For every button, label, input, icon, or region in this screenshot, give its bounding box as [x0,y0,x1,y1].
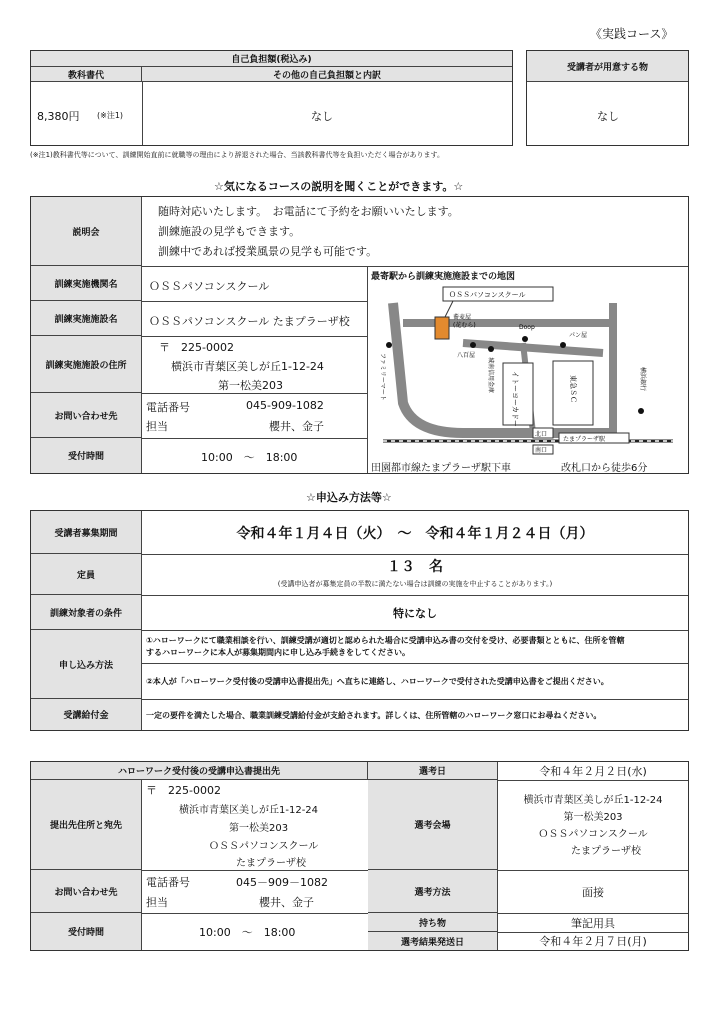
map-label-family: ファミリーマート [379,353,386,401]
period-label: 受講者募集期間 [31,511,142,554]
items-value: 筆記用具 [571,916,615,930]
application-table [30,510,689,731]
method-1b: するハローワークに本人が募集期間内に申し込み手続きをしてください。 [146,648,410,657]
venue-1: 横浜市青葉区美しが丘1-12-24 [523,794,663,806]
submit-addr-1: 横浜市青葉区美しが丘1-12-24 [179,805,319,816]
phone-label-2: 電話番号 [146,876,190,889]
period-value: 令和４年１月４日（火） ～ 令和４年１月２４日（月） [236,525,594,542]
phone-value-2: 045－909－1082 [236,876,328,889]
briefing-line-2: 訓練施設の見学もできます。 [158,225,301,238]
exam-date-value: 令和４年２月２日(水) [539,765,647,778]
venue-3: ＯＳＳパソコンスクール [538,828,648,840]
map-caption-right: 改札口から徒歩6分 [561,463,648,474]
prep-label: 受講者が用意する物 [527,51,688,82]
cost-table [30,50,513,146]
venue-label: 選考会場 [368,780,498,870]
map-label-doop: Doop [519,324,535,331]
briefing-label: 説明会 [31,197,142,266]
access-map [373,283,685,455]
map-label-soba: 蕎麦屋 [453,314,472,321]
items-label: 持ち物 [368,913,498,932]
cost-footnote: (※注1)教科書代等について、訓練開始直前に就職等の理由により辞退された場合、当該教科書代等を負担いただく場合があります。 [30,151,444,159]
section2-title: ☆申込み方法等☆ [306,491,392,504]
result-label: 選考結果発送日 [368,932,498,950]
method-2: ②本人が「ハローワーク受付後の受講申込書提出先」へ直ちに連絡し、ハローワークで受付された受講申込書をご提出ください。 [146,677,609,686]
hours-value-2: 10:00 ～ 18:00 [199,926,296,939]
facility-value: ＯＳＳパソコンスクール たまプラーザ校 [149,315,350,328]
map-title: 最寄駅から訓練実施施設までの地図 [371,272,516,282]
staff-value-2: 櫻井、金子 [259,896,314,909]
org-value: ＯＳＳパソコンスクール [149,280,270,293]
exam-method-value: 面接 [582,885,604,899]
hours-value: 10:00 ～ 18:00 [201,451,298,464]
staff-label: 担当 [146,420,168,433]
prep-table [526,50,689,146]
course-tag: 《実践コース》 [590,27,674,41]
hours-label: 受付時間 [31,438,142,473]
map-label-itoyokado: イトーヨーカドー [511,371,519,427]
eligibility-value: 特になし [393,606,437,620]
address-label: 訓練実施施設の住所 [31,336,142,393]
course-info-table [30,196,689,474]
textbook-value: 8,380円 [37,110,80,123]
textbook-note: (※注1) [97,111,124,120]
facility-label: 訓練実施施設名 [31,301,142,336]
contact-label-2: お問い合わせ先 [31,870,142,913]
map-label-tokyu: 東急ＳＣ [569,375,577,403]
map-label-yaoya: 八百屋 [457,352,476,359]
org-label: 訓練実施機関名 [31,266,142,301]
other-cost-value: なし [311,110,333,123]
method-label: 申し込み方法 [31,630,142,699]
map-caption-left: 田園都市線たまプラーザ駅下車 [371,463,511,474]
submit-addr-4: たまプラーザ校 [236,858,306,869]
capacity-label: 定員 [31,554,142,595]
briefing-line-3: 訓練中であれば授業風景の見学も可能です。 [158,245,378,258]
cost-header: 自己負担額(税込み) [31,51,512,67]
briefing-line-1: 随時対応いたします。 お電話にて予約をお願いいたします。 [158,205,459,218]
phone-label: 電話番号 [146,401,190,414]
method-1a: ①ハローワークにて職業相談を行い、訓練受講が適切と認められた場合に受講申込み書の交付を受け、必要書類とともに、住所を管轄 [146,636,625,645]
staff-label-2: 担当 [146,896,168,909]
map-label-station: たまプラーザ駅 [563,436,606,443]
map-label-school: ＯＳＳパソコンスクール [449,291,526,299]
postal-code: 〒 225-0002 [159,341,234,354]
submission-header: ハローワーク受付後の受講申込書提出先 [31,762,368,780]
contact-label: お問い合わせ先 [31,393,142,438]
hours-label-2: 受付時間 [31,913,142,950]
map-label-south: 南口 [535,447,548,454]
submit-addr-2: 第一松美203 [229,823,289,834]
eligibility-label: 訓練対象者の条件 [31,595,142,630]
benefit-label: 受講給付金 [31,699,142,730]
capacity-note: (受講申込者が募集定員の半数に満たない場合は訓練の実施を中止することがあります。) [277,580,553,588]
prep-value: なし [597,110,619,123]
exam-date-label: 選考日 [368,762,498,780]
map-label-bakery: パン屋 [569,332,588,339]
map-label-bank: 城南信用金庫 [487,357,494,394]
benefit-value: 一定の要件を満たした場合、職業訓練受講給付金が支給されます。詳しくは、住所管轄のハローワーク窓口にお尋ねください。 [146,711,602,720]
result-value: 令和４年２月７日(月) [539,935,647,948]
submit-addr-3: ＯＳＳパソコンスクール [209,841,319,852]
address-line-1: 横浜市青葉区美しが丘1-12-24 [171,360,324,373]
phone-value: 045-909-1082 [246,399,324,412]
submit-postal: 〒 225-0002 [146,784,221,797]
submit-label: 提出先住所と宛先 [31,780,142,870]
venue-4: たまプラーザ校 [571,845,641,857]
venue-2: 第一松美203 [563,811,623,823]
map-label-yokohama-bank: 横浜銀行 [639,367,646,392]
map-label-soba2: (花むら) [453,322,476,329]
staff-value: 櫻井、金子 [269,420,324,433]
map-label-north: 北口 [535,431,548,438]
exam-method-label: 選考方法 [368,870,498,913]
address-line-2: 第一松美203 [218,379,283,392]
section1-title: ☆気になるコースの説明を聞くことができます。☆ [214,180,464,193]
textbook-label: 教科書代 [31,67,142,82]
capacity-value: １３ 名 [387,559,443,575]
other-cost-label: その他の自己負担額と内訳 [142,67,512,82]
school-building-icon [435,317,449,339]
submission-table [30,761,689,951]
